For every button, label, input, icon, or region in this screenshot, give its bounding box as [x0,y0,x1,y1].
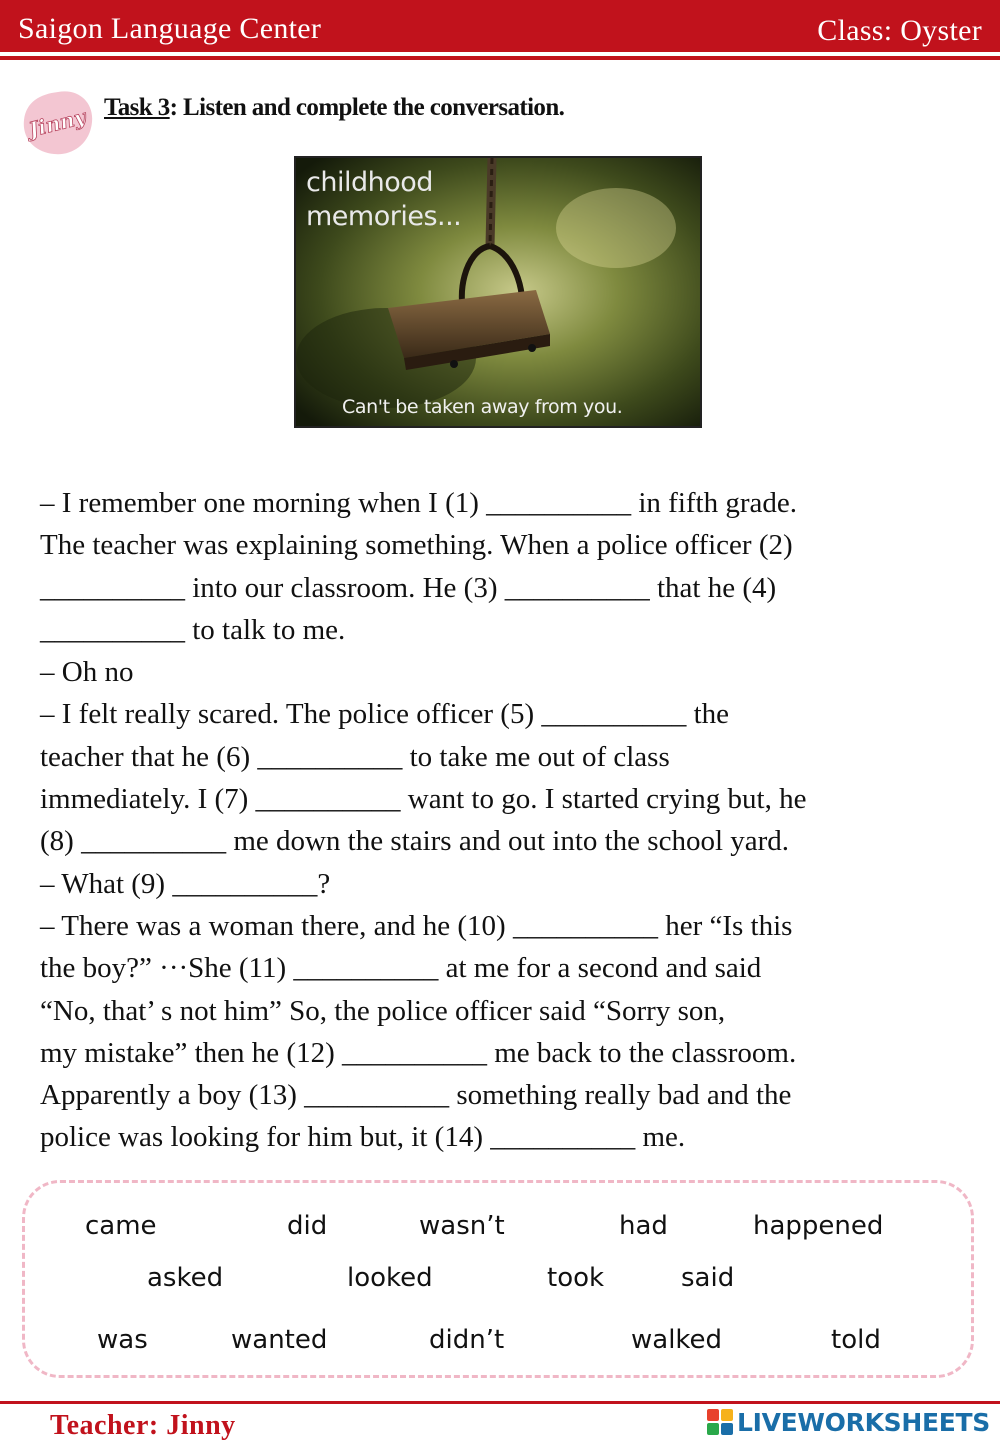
word-bank-item[interactable]: wasn’t [419,1211,505,1241]
class-label: Class: Oyster [817,14,982,47]
conversation-line: immediately. I (7) __________ want to go. I started crying but, he [40,783,807,816]
word-bank-item[interactable]: wanted [231,1325,328,1355]
conversation-line: police was looking for him but, it (14) __________ me. [40,1121,686,1154]
liveworksheets-grid-icon [707,1409,733,1435]
word-bank-item[interactable]: happened [753,1211,884,1241]
header-bar [0,0,1000,52]
conversation-line: teacher that he (6) __________ to take me out of class [40,740,670,773]
conversation-line: __________ to talk to me. [40,613,346,646]
photo-caption-title: childhood memories... [306,167,462,232]
conversation-line: my mistake” then he (12) __________ me back to the classroom. [40,1036,797,1069]
conversation-line: – I remember one morning when I (1) __________ in fifth grade. [40,487,798,519]
conversation-line: __________ into our classroom. He (3) __________ that he (4) [40,571,777,604]
svg-text:Jinny: Jinny [26,104,89,142]
conversation-line: – Oh no [40,656,134,689]
word-bank [22,1180,974,1378]
conversation-line: The teacher was explaining something. When a police officer (2) [40,529,793,562]
word-bank-item[interactable]: was [97,1325,148,1355]
center-name: Saigon Language Center [18,12,322,45]
word-bank-item[interactable]: had [619,1211,668,1241]
conversation-line: (8) __________ me down the stairs and out into the school yard. [40,825,790,858]
conversation-line: – There was a woman there, and he (10) __________ her “Is this [40,909,793,942]
word-bank-item[interactable]: told [831,1325,881,1355]
teacher-name: Teacher: Jinny [50,1410,236,1441]
word-bank-item[interactable]: didn’t [429,1325,505,1355]
task-label: Task 3 [104,94,170,121]
word-bank-item[interactable]: said [681,1263,735,1293]
header-divider [0,56,1000,60]
conversation-text [40,482,972,1159]
jinny-logo [20,86,96,158]
conversation-line: the boy?” ···She (11) __________ at me for a second and said [40,952,762,985]
word-bank-item[interactable]: walked [631,1325,723,1355]
childhood-memories-photo [294,156,702,428]
word-bank-item[interactable]: came [85,1211,157,1241]
photo-caption-bottom: Can't be taken away from you. [342,396,623,418]
conversation-line: – What (9) __________? [40,867,331,900]
word-bank-item[interactable]: took [547,1263,605,1293]
task-title [104,94,564,122]
task-instruction: : Listen and complete the conversation. [169,94,565,121]
conversation-line: – I felt really scared. The police officer (5) __________ the [40,698,730,731]
liveworksheets-logo[interactable] [707,1404,990,1440]
liveworksheets-brand-text: LIVEWORKSHEETS [736,1407,990,1437]
conversation-line: “No, that’ s not him” So, the police officer said “Sorry son, [40,994,726,1027]
conversation-line: Apparently a boy (13) __________ something really bad and the [40,1079,792,1112]
word-bank-item[interactable]: did [287,1211,328,1241]
word-bank-item[interactable]: looked [347,1263,433,1293]
word-bank-item[interactable]: asked [147,1263,224,1293]
